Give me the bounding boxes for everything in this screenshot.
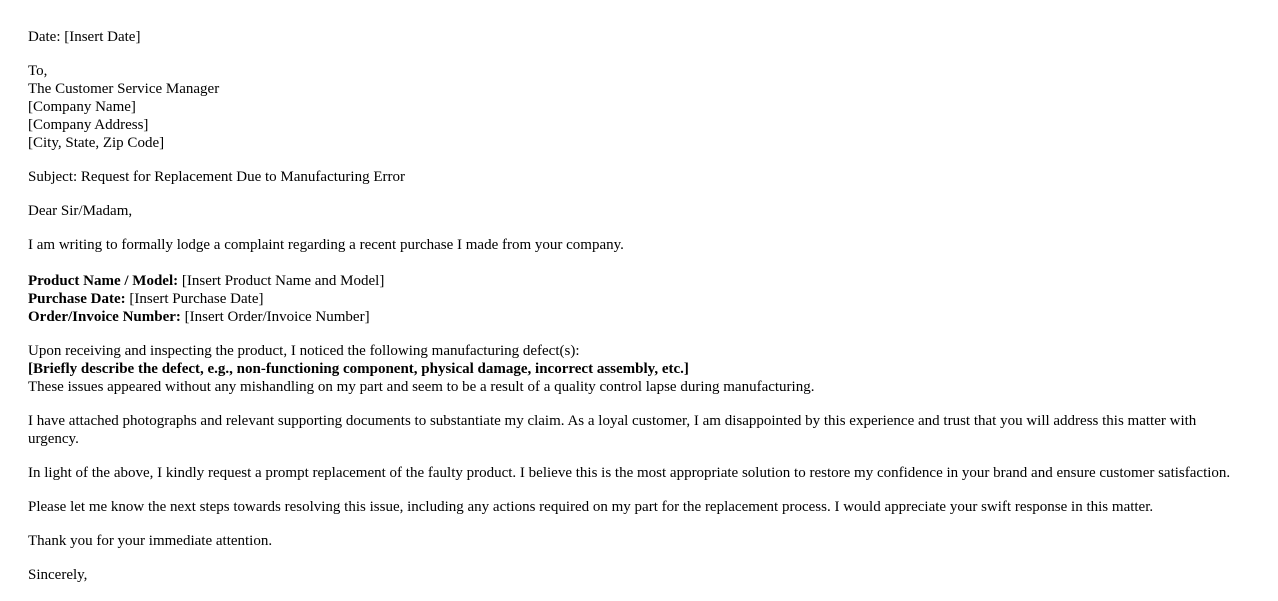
detail-purchase-date — [28, 290, 1250, 308]
spacer — [28, 396, 1250, 412]
intro-paragraph: I am writing to formally lodge a complaint regarding a recent purchase I made from your company. — [28, 237, 624, 253]
date-line: Date: [Insert Date] — [28, 29, 141, 45]
purchase-details — [28, 272, 1250, 326]
subject-line: Subject: Request for Replacement Due to Manufacturing Error — [28, 169, 405, 185]
next-steps-paragraph: Please let me know the next steps towards resolving this issue, including any actions required on my part for the replacement process. I would appreciate your swift response in this matter. — [28, 499, 1154, 515]
spacer — [28, 254, 1250, 272]
spacer — [28, 220, 1250, 236]
detail-value: [Insert Purchase Date] — [125, 291, 264, 307]
recipient-city-state-zip: [City, State, Zip Code] — [28, 135, 165, 151]
detail-value: [Insert Order/Invoice Number] — [180, 309, 370, 325]
detail-label: Order/Invoice Number: — [28, 309, 181, 325]
spacer — [28, 482, 1250, 498]
spacer — [28, 46, 1250, 62]
closing: Sincerely, — [28, 567, 88, 583]
salutation: Dear Sir/Madam, — [28, 203, 133, 219]
detail-order-number — [28, 308, 1250, 326]
detail-value: [Insert Product Name and Model] — [178, 273, 385, 289]
thanks-paragraph: Thank you for your immediate attention. — [28, 533, 273, 549]
detail-label: Product Name / Model: — [28, 273, 179, 289]
defect-placeholder: [Briefly describe the defect, e.g., non-functioning component, physical damage, incorrect assembly, etc.] — [28, 361, 689, 377]
spacer — [28, 186, 1250, 202]
detail-product — [28, 272, 1250, 290]
detail-label: Purchase Date: — [28, 291, 126, 307]
recipient-title: The Customer Service Manager — [28, 81, 220, 97]
spacer — [28, 550, 1250, 566]
recipient-company-name: [Company Name] — [28, 99, 136, 115]
spacer — [28, 516, 1250, 532]
recipient-company-address: [Company Address] — [28, 117, 149, 133]
defect-followup: These issues appeared without any mishandling on my part and seem to be a result of a quality control lapse during manufacturing. — [28, 379, 815, 395]
attachments-paragraph: I have attached photographs and relevant supporting documents to substantiate my claim. As a loyal customer, I am disappointed by this experience and trust that you will address this matter with urgency. — [28, 413, 1197, 447]
recipient-block — [28, 62, 1250, 152]
request-paragraph: In light of the above, I kindly request a prompt replacement of the faulty product. I believe this is the most appropriate solution to restore my confidence in your brand and ensure customer satisfaction. — [28, 465, 1231, 481]
complaint-letter — [28, 28, 1250, 584]
defect-lead: Upon receiving and inspecting the product, I noticed the following manufacturing defect(s): — [28, 343, 580, 359]
spacer — [28, 448, 1250, 464]
defect-paragraph — [28, 342, 1250, 396]
spacer — [28, 152, 1250, 168]
recipient-to: To, — [28, 63, 48, 79]
spacer — [28, 326, 1250, 342]
